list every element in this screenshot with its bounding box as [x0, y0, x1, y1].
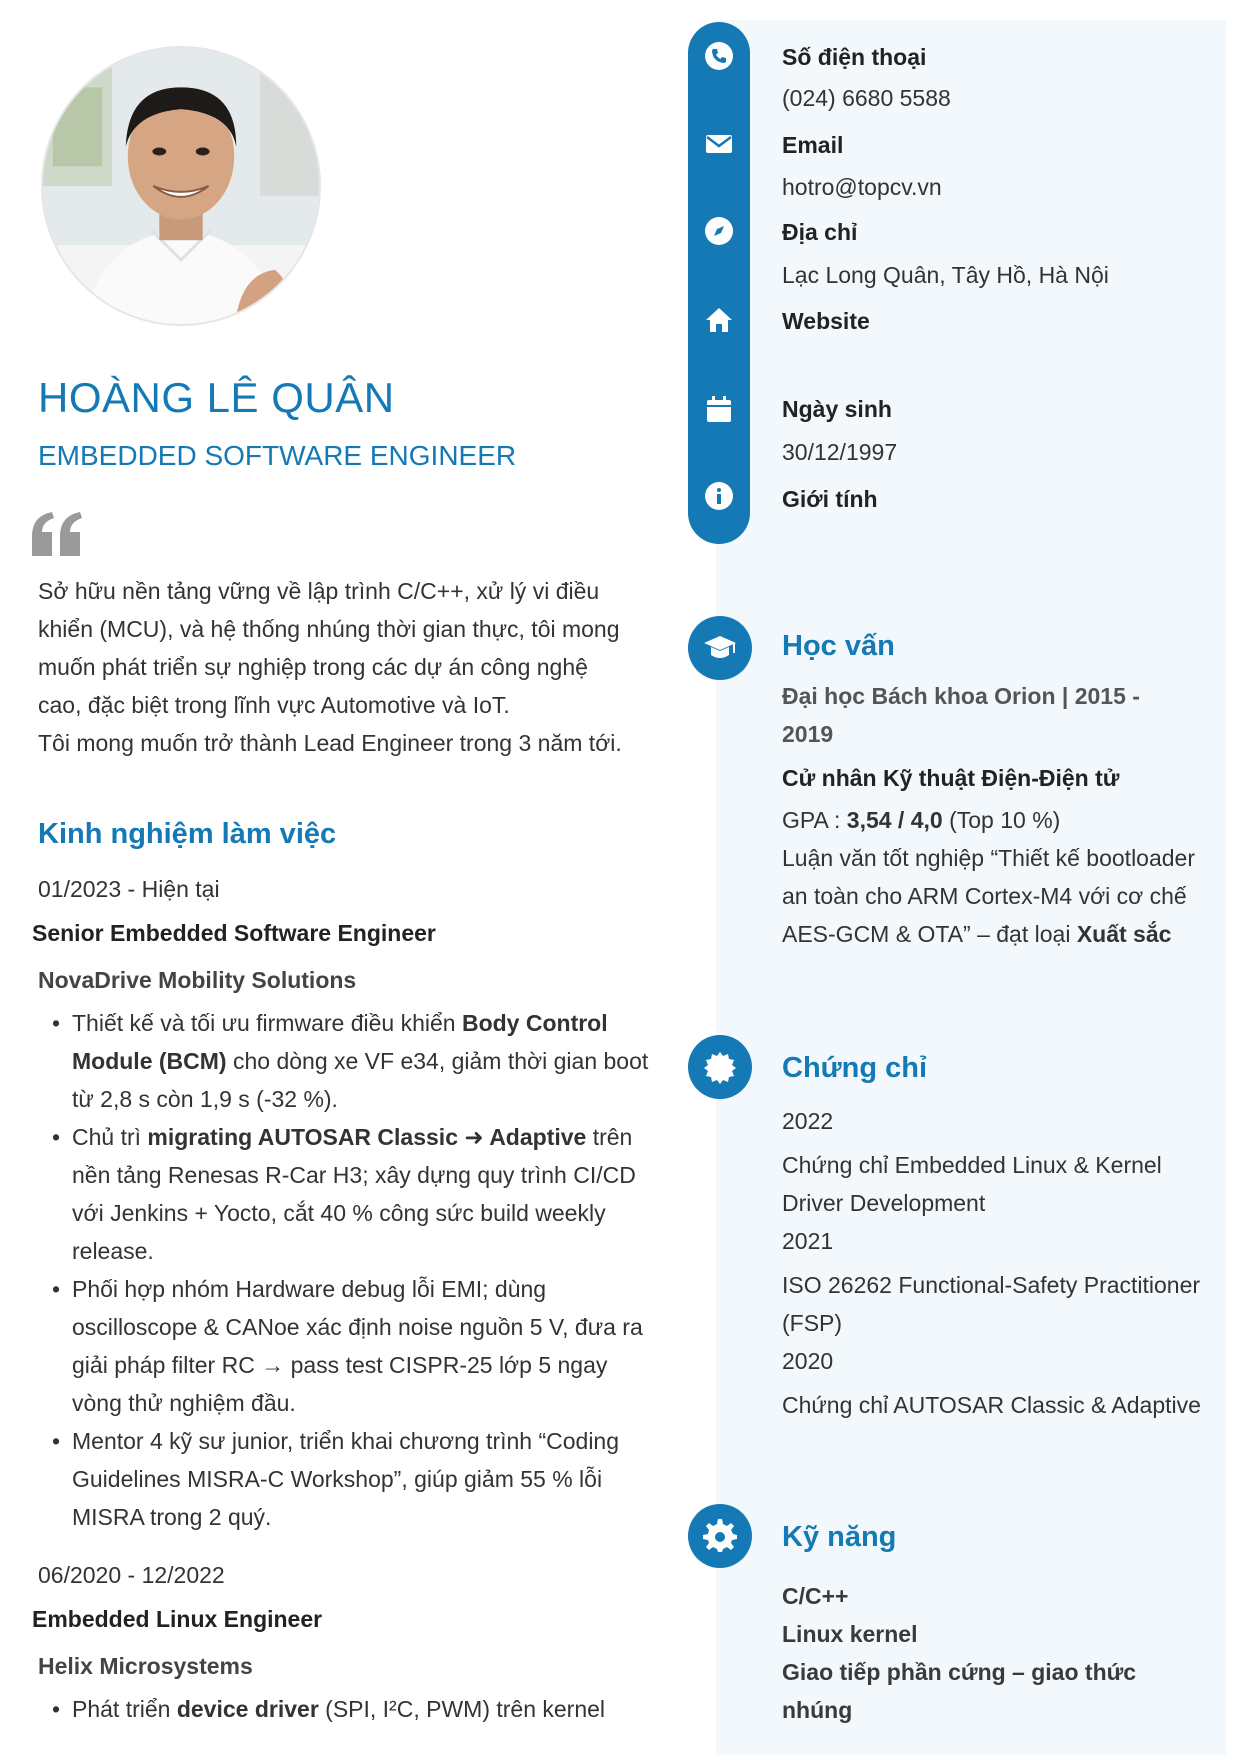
list-item: • Thiết kế và tối ưu firmware điều khiển Body Control Module (BCM) cho dòng xe VF e34, giảm thời gian boot từ 2,8 s còn 1,9 s (-32 %). [52, 1004, 662, 1118]
address-value: Lạc Long Quân, Tây Hồ, Hà Nội [782, 262, 1109, 288]
graduation-cap-icon [688, 616, 752, 680]
job-date: 01/2023 - Hiện tại [38, 876, 220, 902]
list-item: • Phối hợp nhóm Hardware debug lỗi EMI; dùng oscilloscope & CANoe xác định noise nguồn 5 V, đưa ra giải pháp filter RC → pass test CISPR-25 lớp 5 ngay vòng thử nghiệm đầu. [52, 1270, 662, 1422]
gpa: GPA : 3,54 / 4,0 (Top 10 %) [782, 807, 1061, 833]
compass-icon [702, 214, 736, 248]
avatar [41, 46, 321, 326]
certificate-year: 2021 [782, 1228, 834, 1254]
job-company: Helix Microsystems [38, 1653, 253, 1679]
website-label: Website [782, 308, 870, 334]
dob-value: 30/12/1997 [782, 439, 898, 465]
career-summary [38, 572, 658, 762]
skill-item: Linux kernel [782, 1621, 918, 1647]
quote-icon [30, 510, 84, 558]
school-line: Đại học Bách khoa Orion | 2015 - [782, 683, 1140, 709]
skills-section-title: Kỹ năng [782, 1521, 897, 1553]
skill-item: C/C++ [782, 1583, 849, 1609]
gear-icon [688, 1504, 752, 1568]
summary-line: Tôi mong muốn trở thành Lead Engineer trong 3 năm tới. [38, 730, 622, 756]
list-item: • Chủ trì migrating AUTOSAR Classic ➜ Adaptive trên nền tảng Renesas R-Car H3; xây dựng quy trình CI/CD với Jenkins + Yocto, cắt 40 % công sức build weekly release. [52, 1118, 662, 1270]
badge-icon [688, 1035, 752, 1099]
summary-line: khiển (MCU), và hệ thống nhúng thời gian thực, tôi mong [38, 616, 620, 642]
skills-list [782, 1577, 1212, 1729]
degree: Cử nhân Kỹ thuật Điện-Điện tử [782, 765, 1120, 791]
summary-line: cao, đặc biệt trong lĩnh vực Automotive và IoT. [38, 692, 510, 718]
calendar-icon [702, 392, 736, 426]
summary-line: Sở hữu nền tảng vững về lập trình C/C++, xử lý vi điều [38, 578, 600, 604]
contact-icon-bar [688, 22, 750, 544]
address-label: Địa chỉ [782, 219, 858, 245]
dob-label: Ngày sinh [782, 396, 892, 422]
certificate-year: 2022 [782, 1108, 834, 1134]
education-details [782, 677, 1212, 953]
email-label: Email [782, 132, 844, 158]
job-date: 06/2020 - 12/2022 [38, 1562, 225, 1588]
certificate-name: Chứng chỉ AUTOSAR Classic & Adaptive [782, 1392, 1201, 1418]
summary-line: muốn phát triển sự nghiệp trong các dự án công nghệ [38, 654, 588, 680]
phone-value: (024) 6680 5588 [782, 85, 951, 111]
phone-label: Số điện thoại [782, 44, 927, 70]
job-title: Senior Embedded Software Engineer [32, 920, 436, 946]
gender-label: Giới tính [782, 486, 878, 512]
candidate-role: EMBEDDED SOFTWARE ENGINEER [38, 440, 517, 471]
phone-icon [702, 39, 736, 73]
email-value: hotro@topcv.vn [782, 174, 942, 200]
job-company: NovaDrive Mobility Solutions [38, 967, 357, 993]
candidate-name: HOÀNG LÊ QUÂN [38, 374, 395, 421]
certificates-list [782, 1102, 1212, 1424]
thesis: Luận văn tốt nghiệp “Thiết kế bootloader an toàn cho ARM Cortex-M4 với cơ chế AES-GCM & OTA” – đạt loại Xuất sắc [782, 845, 1196, 947]
experience-section-title: Kinh nghiệm làm việc [38, 818, 337, 850]
list-item: • Phát triển device driver (SPI, I²C, PWM) trên kernel [52, 1690, 662, 1728]
school-line: 2019 [782, 721, 834, 747]
job-title: Embedded Linux Engineer [32, 1606, 323, 1632]
email-icon [702, 127, 736, 161]
info-icon [702, 479, 736, 513]
avatar-photo [43, 48, 319, 324]
certificate-name: ISO 26262 Functional-Safety Practitioner (FSP) [782, 1272, 1201, 1336]
skill-item: Giao tiếp phần cứng – giao thức nhúng [782, 1659, 1137, 1723]
education-section-title: Học vấn [782, 630, 895, 662]
list-item: • Mentor 4 kỹ sư junior, triển khai chương trình “Coding Guidelines MISRA-C Workshop”, giúp giảm 55 % lỗi MISRA trong 2 quý. [52, 1422, 662, 1536]
certificates-section-title: Chứng chỉ [782, 1052, 928, 1084]
certificate-year: 2020 [782, 1348, 834, 1374]
certificate-name: Chứng chỉ Embedded Linux & Kernel Driver Development [782, 1152, 1162, 1216]
home-icon [702, 303, 736, 337]
job-bullets [52, 1690, 662, 1728]
job-bullets [52, 1004, 662, 1536]
